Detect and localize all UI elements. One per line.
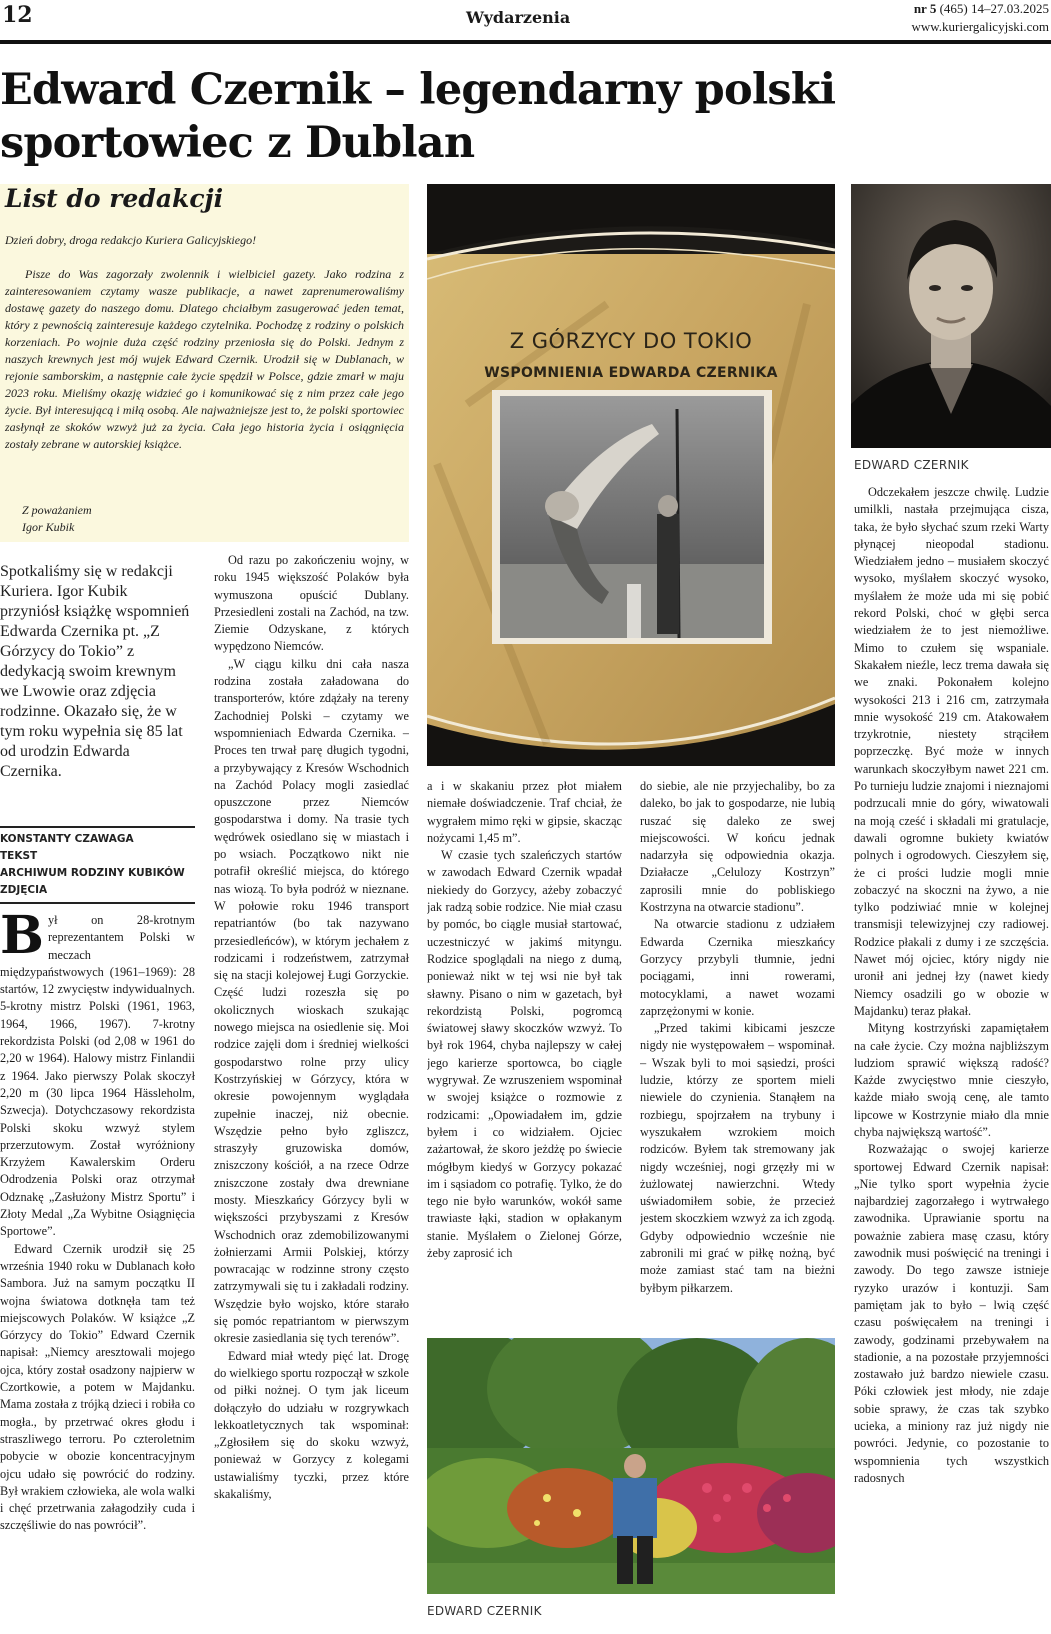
letter-greeting: Dzień dobry, droga redakcjo Kuriera Galicyjskiego! <box>5 233 257 247</box>
letter-sign-line1: Z poważaniem <box>22 503 92 517</box>
paragraph: Na otwarcie stadionu z udziałem Edwarda Czernika mieszkańcy Gorzycy przybyli tłumnie, jedni pociągami, inni rowerami, motocyklami, a nawet wozami zaprzężonymi w konie. <box>640 917 835 1018</box>
photo-caption: EDWARD CZERNIK <box>427 1604 542 1618</box>
paragraph: do siebie, ale nie przyjechaliby, bo za daleko, bo jak to gospodarze, nie lubią ruszać się daleko ze swej miejscowości. W końcu jednak nadarzyła się odpowiednia okazja. Działacze „Celulozy Kostrzyn” zaprosili mnie do pobliskiego Kostrzyna na otwarcie stadionu”. <box>640 779 835 915</box>
portrait-caption: EDWARD CZERNIK <box>854 458 969 472</box>
paragraph: Był on 28-krotnym reprezentantem Polski w meczach międzypaństwowych (1961–1969): 28 startów, 12 zwycięstw indywidualnych. 5-krotny mistrz Polski (1961, 1963, 1964, 1966, 1967). 7-krotny rekordzista Polski (od 2,08 w 1961 do 2,20 w 1964). Halowy mistrz Finlandii z 1964. Jako pierwszy Polak skoczył 2,20 m (30 lipca 1964 Hässleholm, Szwecja). Dotychczasowy rekordzista Polski skoku wzwyż stylem przerzutowym. Został wyróżniony Krzyżem Kawalerskim Orderu Odrodzenia Polski oraz otrzymał Odznakę „Zasłużony Mistrz Sportu” i Złoty Medal „Za Wybitne Osiągnięcia Sportowe”. <box>0 912 195 1239</box>
article-column-1 <box>0 912 195 1624</box>
article-column-4 <box>640 778 835 1334</box>
book-cover-image <box>427 184 835 766</box>
page-header <box>0 0 1051 44</box>
book-subtitle: WSPOMNIENIA EDWARDA CZERNIKA <box>484 365 778 381</box>
paragraph: a i w skakaniu przez płot miałem niemałe doświadczenie. Traf chciał, że wygrałem mimo ręki w gipsie, skacząc nożycami 1,45 m”. <box>427 779 622 845</box>
issue-number: nr 5 <box>913 1 937 16</box>
garden-photo <box>427 1338 835 1594</box>
garden-graphic <box>427 1338 835 1594</box>
book-title: Z GÓRZYCY DO TOKIO <box>509 329 753 353</box>
paragraph: W czasie tych szaleńczych startów w zawodach Edward Czernik wpadał niekiedy do Gorzycy, ażeby zobaczyć jak radzą sobie rodzice. Nie miał czasu by pomóc, bo ciągle musiał startować, uczestniczyć w jakimś mityngu. Rodzice spoglądali na niego z dumą, ponieważ nikt w tej wsi nie był tak sławny. Pisano o nim w gazetach, był rekordzistą Polski, pogromcą światowej sławy skoczków wzwyż. To był rok 1964, chyba najlepszy w całej jego karierze sportowca, bo ciągle wygrywał. Ze wzruszeniem wspominał w swojej książce o rozmowie z rodzicami: „Opowiadałem im, gdzie byłem i co widziałem. Ojciec zażartował, że skoro jeżdżę po świecie mógłbym kiedyś w Gorzycy pokazać im i sąsiadom co potrafię. Tylko, że do tego nie było warunków, wokół same trawiaste łąki, stadion w opłakanym stanie. Myślałem o Zielonej Górze, żeby zaprosić ich <box>427 848 622 1261</box>
article-lead: Spotkaliśmy się w redakcji Kuriera. Igor Kubik przyniósł książkę wspomnień Edwarda Czernika pt. „Z Górzycy do Tokio” z dedykacją swoim krewnym we Lwowie oraz zdjęcia rodzinne. Okazało się, że w tym roku wypełnia się 85 lat od urodzin Edwarda Czernika. <box>0 563 190 780</box>
article-column-3 <box>427 778 622 1334</box>
issue-dates: (465) 14–27.03.2025 <box>936 1 1049 16</box>
paragraph: Edward miał wtedy pięć lat. Drogę do wielkiego sportu rozpoczął w szkole od piłki nożnej. O tym jak liceum dołączyło do udziału w rozgrywkach lekkoatletycznych tak wspominał: „Zgłosiłem się do skoku wzwyż, ponieważ w Gorzycy z kolegami ustawialiśmy tyczki, przez które skakaliśmy, <box>214 1348 409 1502</box>
header-rule <box>0 40 1051 44</box>
credit-photos: ARCHIWUM RODZINY KUBIKÓW <box>0 867 185 879</box>
drop-cap: B <box>0 912 44 966</box>
paragraph: Rozważając o swojej karierze sportowej Edward Czernik napisał: „Nie tylko sport wypełnia życie najbardziej zagorzałego i wytrwałego zawodnika. Uprawianie sportu na poważnie zabiera masę czasu, który zawodnik musi poświęcić na treningi i zawody. Do tego zawsze istnieje ryzyko urazów i kontuzji. Sam pamiętam jak to było – lwią część czasu poświęcałem na treningi i zawody, godzinami przebywałem na stadionie, a na pozostałe przyjemności zostawało już bardzo niewiele czasu. Póki człowiek jest młody, nie zdaje sobie sprawy, że czas tak szybko ucieka, a miniony raz już nigdy nie powróci. Jedynie, co pozostanie to wspomnienia tych wszystkich radosnych <box>854 1142 1049 1485</box>
paragraph: Od razu po zakończeniu wojny, w roku 1945 większość Polaków była wymuszona opuścić Dublany. Przesiedleni zostali na Zachód, na tzw. Ziemie Odzyskane, z których wypędzono Niemców. <box>214 553 409 654</box>
issue-info <box>911 0 1049 36</box>
page-number: 12 <box>2 2 33 28</box>
portrait-graphic <box>851 184 1051 448</box>
paragraph: „W ciągu kilku dni cała nasza rodzina została załadowana do transporterów, które zdążały na tereny Zachodniej Polski – czytamy we wspomnieniach Edwarda Czernika. – Proces ten trwał parę długich tygodni, a przybywający z Kresów Wschodnich na Zachód Polacy mogli zasiedlać opuszczone przez Niemców gospodarstwa i domy. Na trasie tych wędrówek osiedlano się w miastach i po wsiach. Początkowo nikt nie potrafił określić miejsca, do którego nas wiozą. To była podróż w nieznane. W połowie roku 1946 transport repatriantów (bo tak nazywano przesiedleńców), w którym jechałem z rodzicami i rodzeństwem, zatrzymał się na stacji kolejowej Ługi Gorzyckie. Część ludzi rozeszła się po okolicznych wioskach szukając nowego miejsca na osiedlenie się. Moi rodzice zajęli dom i średniej wielkości gospodarstwo rolne przy ulicy Kostrzyńskiej w Górzycy, która w okresie powojennym wyglądała zupełnie inaczej, niż obecnie. Wszędzie pełno było zgliszcz, straszyły gruzowiska domów, zniszczony kościół, a na rzece Odrze zniszczone zostały dwa drewniane mosty. Mieszkańcy Górzycy byli w większości przybyszami z Kresów Wschodnich oraz zdemobilizowanymi żołnierzami Armii Polskiej, którzy powracając w rodzinne strony często zatrzymywali się tu i zakładali rodziny. Wszędzie było wojsko, które starało się pomóc repatriantom w pierwszym okresie zasiedlania się tych terenów”. <box>214 656 409 1346</box>
credit-author-role: TEKST <box>0 850 38 862</box>
letter-heading: List do redakcji <box>5 184 224 213</box>
paragraph: Mityng kostrzyński zapamiętałem na całe życie. Czy można najbliższym ludziom sprawić większą radość? Każde zwycięstwo mnie cieszyło, każde miało swoją cenę, ale tamto lipcowe w Kostrzynie miało dla mnie chyba największą wartość”. <box>854 1021 1049 1139</box>
credits-box <box>0 826 195 904</box>
letter-body: Pisze do Was zagorzały zwolennik i wielbiciel gazety. Jako rodzina z zainteresowaniem czytamy wasze publikacje, a nawet zaprenumerowaliśmy dostawę gazety do naszego domu. Dlatego chciałbym zasugerować jeden temat, który z pewnością zainteresuje każdego czytelnika. Pochodzę z rodziny o polskich korzeniach. Po wojnie duża część rodziny przeniosła się do Polski. Jednym z naszych krewnych jest mój wujek Edward Czernik. Urodził się w Dublanach, w rejonie samborskim, a następnie całe życie spędził w Polsce, gdzie zmarł w maju 2023 roku. Mieliśmy okazję widzieć go i komunikować się z nim przez całe jego życie. Był interesującą i miłą osobą. Ale najważniejsze jest to, że polski sportowiec zasłynął ze skoków wzwyż już za życia. Cała jego historia życia i osiągnięcia zostały zebrane w autorskiej książce. <box>5 267 404 451</box>
website-url[interactable]: www.kuriergalicyjski.com <box>911 19 1049 34</box>
paragraph: „Przed takimi kibicami jeszcze nigdy nie występowałem – wspominał. – Wszak byli to moi sąsiedzi, prości ludzie, którzy ze sportem mieli niewiele do czynienia. Stanąłem na rozbiegu, spojrzałem na trybuny i wyszukałem wzrokiem moich rodziców. Byłem tak stremowany jak nigdy wcześniej, nogi grzęzły mi w żużlowatej nawierzchni. Wtedy uświadomiłem sobie, że przecież jestem skoczkiem wzwyż za ich zgodą. Gdyby odpowiednio wcześnie nie zabronili mi grać w piłkę nożną, być może zamiast stać tam na bieżni byłbym piłkarzem. <box>640 1021 835 1295</box>
letter-sign-line2: Igor Kubik <box>22 520 75 534</box>
paragraph: Edward Czernik urodził się 25 września 1940 roku w Dublanach koło Sambora. Już na samym początku II wojna światowa dotknęła tam też miejscowych Polaków. W książce „Z Górzycy do Tokio” Edward Czernik napisał: „Niemcy aresztowali mojego ojca, który został osadzony najpierw w Czortkowie, a potem w Majdanku. Mama została z trójką dzieci i robiła co mogła., by przetrwać okres głodu i straszliwego terroru. Po czteroletnim pobycie w obozie koncentracyjnym ojcu udało się powrócić do rodziny. Był wrakiem człowieka, ale wola walki i chęć przetrwania załagodziły cuda i szczęśliwie do nas powrócił”. <box>0 1241 195 1533</box>
letter-box <box>0 184 409 542</box>
credit-photos-role: ZDJĘCIA <box>0 884 48 896</box>
book-cover-graphic <box>427 184 835 766</box>
article-column-5 <box>854 484 1049 1624</box>
article-column-2 <box>214 552 409 1624</box>
credit-author: KONSTANTY CZAWAGA <box>0 833 134 845</box>
portrait-photo <box>851 184 1051 448</box>
paragraph: Odczekałem jeszcze chwilę. Ludzie umilkli, nastała przejmująca cisza, taka, że było słychać szum rzeki Warty płynącej nieopodal stadionu. Wiedziałem jedno – musiałem skoczyć wysoko, myślałem skoczyć wysoko, myślałem że może uda mi się pobić rekord Polski, choć w głębi serca wiedziałem że to jest niemożliwe. Mimo to czułem się wspaniale. Skakałem nieźle, lecz trema dawała się we znaki. Pokonałem kolejno wysokości 213 i 216 cm, zatrzymała mnie wysokość 219 cm. Atakowałem trzykrotnie, niestety strąciłem poprzeczkę. Być może w innych warunkach skoczyłbym nawet 221 cm. Po turnieju ludzie znajomi i nieznajomi podrzucali mnie do góry, wiwatowali na moją cześć i składali mi gratulacje, dawali ogromne bukiety kwiatów polnych i ogrodowych. Cieszyłem się, że ci prości ludzie mogli mnie zobaczyć na skoczni na żywo, a nie tylko podziwiać mnie w kolejnej transmisji telewizyjnej czy radiowej. Rodzice płakali z dumy i ze szczęścia. Nawet mój ojciec, który nigdy nie uronił ani jednej łzy (nawet kiedy Niemcy osadzili go w obozie w Majdanku) teraz płakał. <box>854 485 1049 1018</box>
article-title: Edward Czernik – legendarny polski sportowiec z Dublan <box>0 65 836 168</box>
section-name: Wydarzenia <box>466 8 571 27</box>
letter-signature <box>22 502 322 536</box>
